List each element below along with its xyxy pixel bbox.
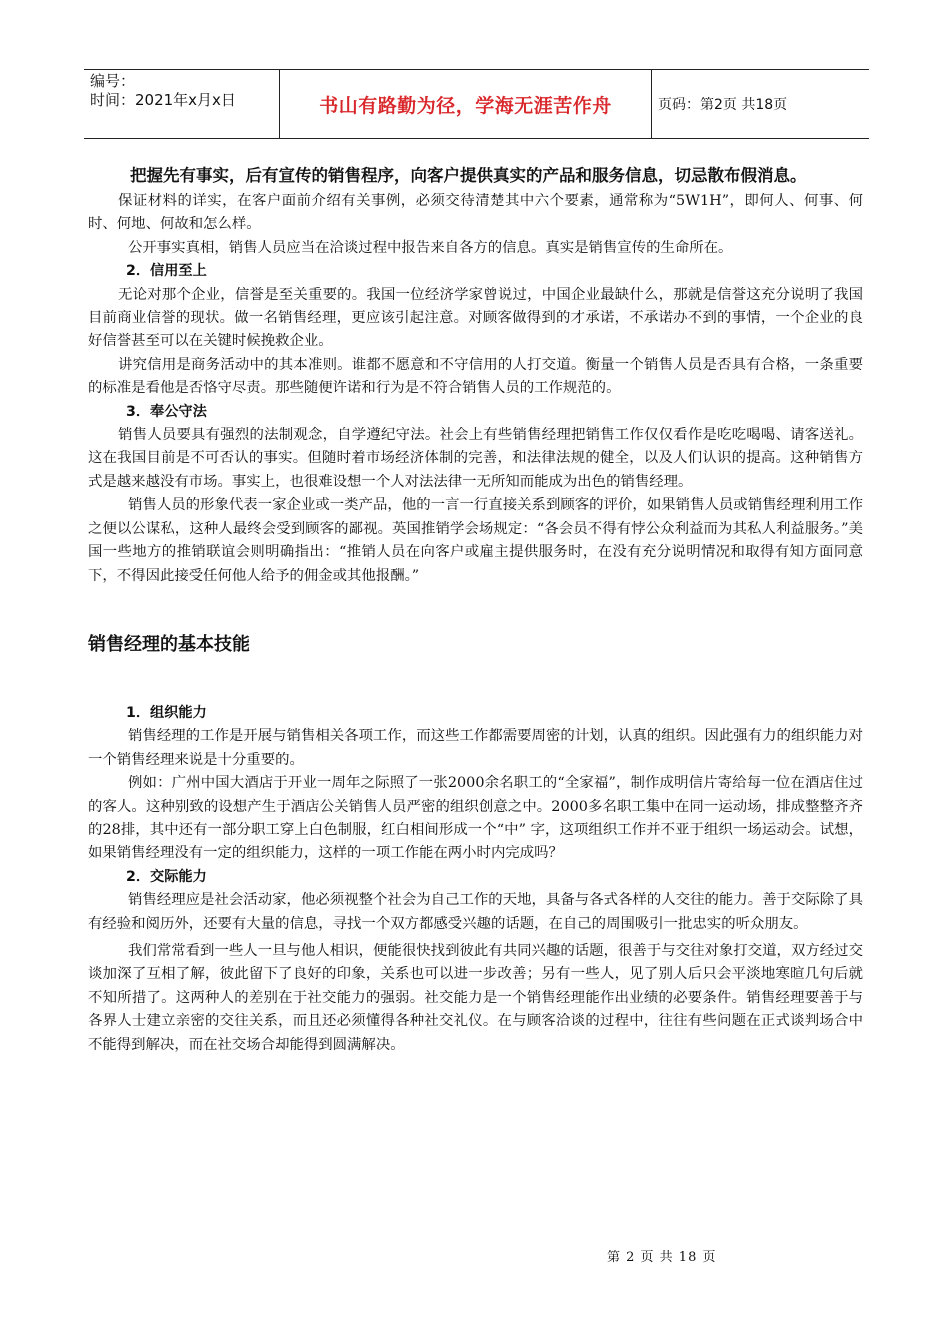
page-header	[84, 69, 869, 139]
paragraph: 销售经理应是社会活动家，他必须视整个社会为自己工作的天地，具备与各式各样的人交往的能力。善于交际除了具有经验和阅历外，还要有大量的信息，寻找一个双方都感受兴趣的话题，在自己的周围吸引一批忠实的听众朋友。	[88, 892, 863, 932]
subheading-social: 2．交际能力	[126, 868, 207, 885]
paragraph: 例如：广州中国大酒店于开业一周年之际照了一张2000余名职工的“全家福”，制作成明信片寄给每一位在酒店住过的客人。这种别致的设想产生于酒店公关销售人员严密的组织创意之中。2000多名职工集中在同一运动场，排成整整齐齐的28排，其中还有一部分职工穿上白色制服，红白相间形成一个“中” 字，这项组织工作并不亚于组织一场运动会。试想，如果销售经理没有一定的组织能力，这样的一项工作能在两小时内完成吗？	[88, 775, 863, 862]
document-body	[88, 164, 863, 1057]
paragraph: 公开事实真相，销售人员应当在洽谈过程中报告来自各方的信息。真实是销售宣传的生命所在。	[128, 239, 733, 256]
lead-paragraph: 把握先有事实，后有宣传的销售程序，向客户提供真实的产品和服务信息，切忌散布假消息。	[130, 166, 807, 185]
header-motto: 书山有路勤为径，学海无涯苦作舟	[280, 70, 652, 138]
subheading-organization: 1．组织能力	[126, 704, 207, 721]
header-page-number: 页码：第2页 共18页	[658, 97, 788, 113]
page-footer: 第 2 页 共 18 页	[607, 1250, 717, 1265]
header-meta	[84, 70, 280, 138]
section-title: 销售经理的基本技能	[88, 633, 250, 655]
paragraph: 销售人员的形象代表一家企业或一类产品，他的一言一行直接关系到顾客的评价，如果销售人员或销售经理利用工作之便以公谋私，这种人最终会受到顾客的鄙视。英国推销学会场规定：“各会员不得有悖公众利益而为其私人利益服务。”美国一些地方的推销联谊会则明确指出：“推销人员在向客户或雇主提供服务时，在没有充分说明情况和取得有知方面同意下，不得因此接受任何他人给予的佣金或其他报酬。”	[88, 497, 863, 584]
number-label: 编号：	[90, 72, 136, 90]
paragraph: 销售人员要具有强烈的法制观念，自学遵纪守法。社会上有些销售经理把销售工作仅仅看作是吃吃喝喝、请客送礼。这在我国目前是不可否认的事实。但随时着市场经济体制的完善，和法律法规的健全，以及人们认识的提高。这种销售方式是越来越没有市场。事实上，也很难设想一个人对法法律一无所知而能成为出色的销售经理。	[88, 427, 863, 490]
paragraph: 保证材料的详实，在客户面前介绍有关事例，必须交待清楚其中六个要素，通常称为“5W1H”，即何人、何事、何时、何地、何故和怎么样。	[88, 193, 863, 233]
paragraph: 我们常常看到一些人一旦与他人相识，便能很快找到彼此有共同兴趣的话题，很善于与交往对象打交道，双方经过交谈加深了互相了解，彼此留下了良好的印象，关系也可以进一步改善；另有一些人，见了别人后只会平淡地寒暄几句后就不知所措了。这两种人的差别在于社交能力的强弱。社交能力是一个销售经理能作出业绩的必要条件。销售经理要善于与各界人士建立亲密的交往关系，而且还必须懂得各种社交礼仪。在与顾客洽谈的过程中，往往有些问题在正式谈判场合中不能得到解决，而在社交场合却能得到圆满解决。	[88, 942, 863, 1053]
paragraph: 讲究信用是商务活动中的其本准则。谁都不愿意和不守信用的人打交道。衡量一个销售人员是否具有合格，一条重要的标准是看他是否恪守尽责。那些随便许诺和行为是不符合销售人员的工作规范的。	[88, 356, 863, 397]
paragraph: 销售经理的工作是开展与销售相关各项工作，而这些工作都需要周密的计划，认真的组织。因此强有力的组织能力对一个销售经理来说是十分重要的。	[88, 728, 863, 768]
subheading-law: 3．奉公守法	[126, 403, 207, 420]
paragraph: 无论对那个企业，信誉是至关重要的。我国一位经济学家曾说过，中国企业最缺什么，那就是信誉这充分说明了我国目前商业信誉的现状。做一名销售经理，更应该引起注意。对顾客做得到的才承诺，不承诺办不到的事情，一个企业的良好信誉甚至可以在关键时候挽救企业。	[88, 286, 863, 350]
subheading-credit: 2．信用至上	[126, 263, 207, 280]
date-label: 时间：2021年x月x日	[90, 91, 236, 109]
